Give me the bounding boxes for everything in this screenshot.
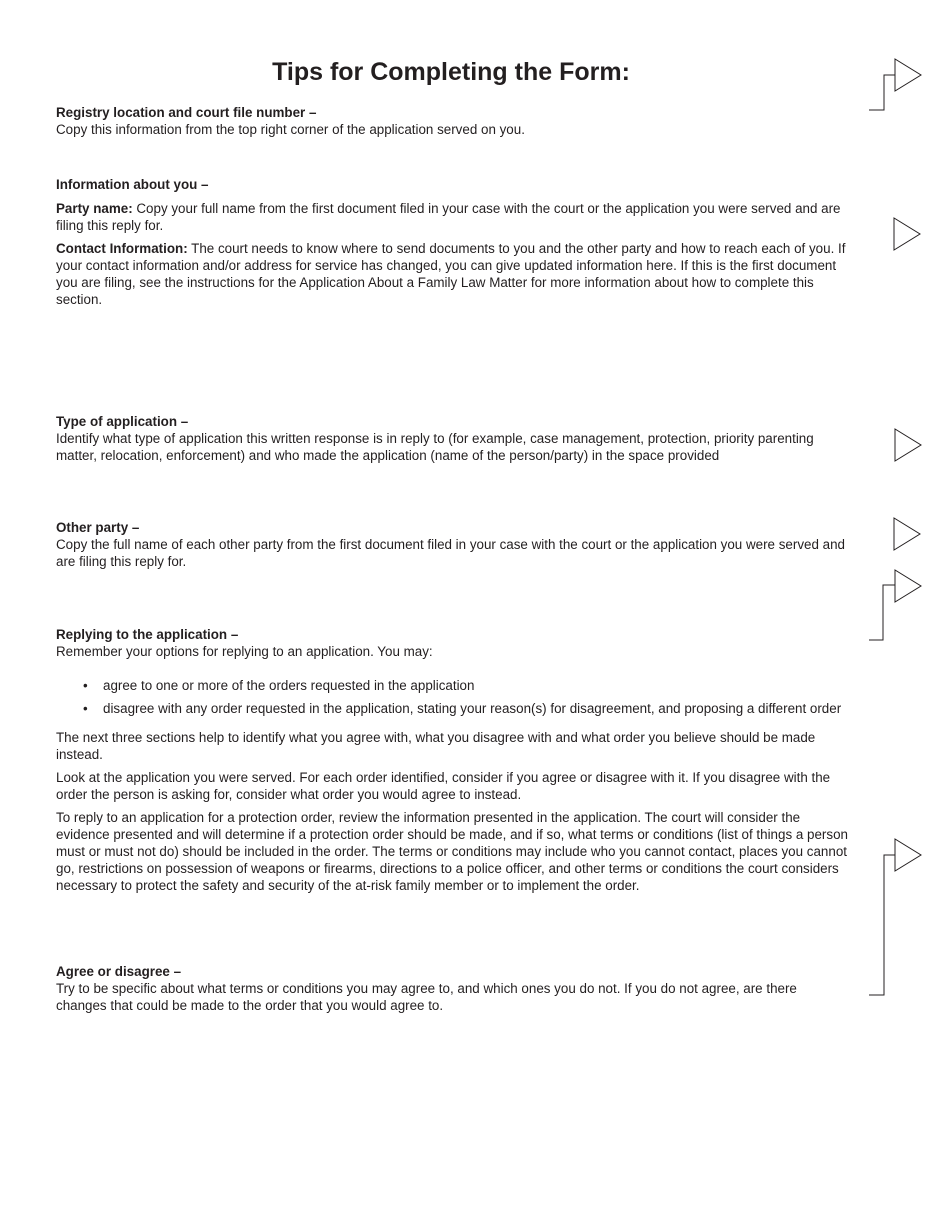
- registry-heading: Registry location and court file number –: [56, 105, 317, 120]
- page-title: Tips for Completing the Form:: [272, 58, 630, 86]
- type-of-application-section: [56, 413, 848, 464]
- replying-paragraph-3: To reply to an application for a protection order, review the information presented in the application. The court will consider the evidence presented and will determine if a protection order should be made, and if so, what terms or conditions (list of things a person must or must not do) should be included in the order. The terms or conditions may include who you cannot contact, places you cannot go, restrictions on possession of weapons or firearms, directions to a police officer, and other terms or conditions the court considers necessary to protect the safety and security of the at-risk family member or to implement the order.: [56, 810, 848, 893]
- replying-paragraph-1: The next three sections help to identify what you agree with, what you disagree with and what order you believe should be made instead.: [56, 730, 816, 762]
- replying-section: [56, 626, 848, 894]
- type-of-application-heading: Type of application –: [56, 414, 189, 429]
- section-arrow-marker: [895, 570, 921, 602]
- other-party-heading: Other party –: [56, 520, 140, 535]
- list-item: • disagree with any order requested in the application, stating your reason(s) for disagreement, and proposing a different order: [56, 700, 848, 717]
- other-party-section: [56, 519, 848, 570]
- section-arrow-marker: [894, 218, 920, 250]
- contact-info-paragraph: [56, 240, 848, 308]
- party-name-paragraph: [56, 200, 848, 234]
- party-name-text: Copy your full name from the first document filed in your case with the court or the application you were served and are filing this reply for.: [56, 201, 841, 233]
- section-bracket-marker: [869, 855, 895, 995]
- replying-paragraph-2: Look at the application you were served. For each order identified, consider if you agree or disagree with it. If you disagree with the order the person is asking for, consider what order you would agree to instead.: [56, 770, 831, 802]
- other-party-text: Copy the full name of each other party from the first document filed in your case with the court or the application you were served and are filing this reply for.: [56, 537, 845, 569]
- section-arrow-marker: [895, 839, 921, 871]
- section-arrow-marker: [895, 429, 921, 461]
- list-item: • agree to one or more of the orders requested in the application: [56, 677, 848, 694]
- about-you-section: [56, 176, 848, 308]
- type-of-application-text: Identify what type of application this written response is in reply to (for example, case management, protection, priority parenting matter, relocation, enforcement) and who made the application (name of the person/party) in the space provided: [56, 431, 814, 463]
- section-bracket-marker: [869, 585, 895, 640]
- replying-intro: Remember your options for replying to an application. You may:: [56, 644, 433, 659]
- agree-disagree-text: Try to be specific about what terms or conditions you may agree to, and which ones you do not. If you do not agree, are there changes that could be made to the order that you would agree to.: [56, 981, 797, 1013]
- replying-heading: Replying to the application –: [56, 627, 239, 642]
- about-you-heading: Information about you –: [56, 177, 209, 192]
- party-name-label: Party name:: [56, 201, 133, 216]
- agree-disagree-heading: Agree or disagree –: [56, 964, 182, 979]
- contact-info-text: The court needs to know where to send documents to you and the other party and how to reach each of you. If your contact information and/or address for service has changed, you can give updated information here. If this is the first document you are filing, see the instructions for the Application About a Family Law Matter for more information about how to complete this section.: [56, 241, 846, 307]
- contact-info-label: Contact Information:: [56, 241, 188, 256]
- registry-section: [56, 104, 848, 138]
- section-arrow-marker: [894, 518, 920, 550]
- registry-text: Copy this information from the top right corner of the application served on you.: [56, 122, 525, 137]
- replying-options-list: [56, 677, 848, 717]
- agree-disagree-section: [56, 963, 848, 1014]
